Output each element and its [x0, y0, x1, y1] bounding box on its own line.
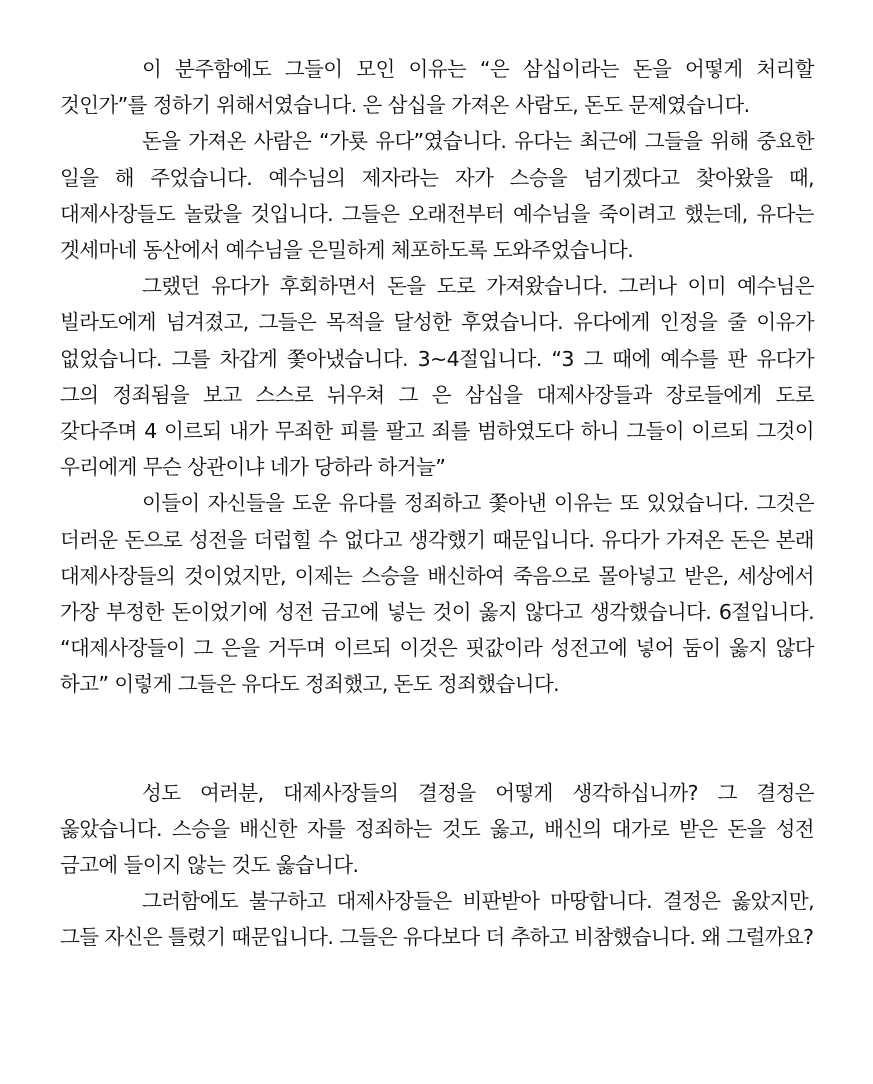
paragraph-2: 돈을 가져온 사람은 “가룟 유다”였습니다. 유다는 최근에 그들을 위해 중요한 일을 해 주었습니다. 예수님의 제자라는 자가 스승을 넘기겠다고 찾아왔을 때, 대제사장들도 놀랐을 것입니다. 그들은 오래전부터 예수님을 죽이려고 했는데, 유다는 겟세마네 동산에서 예수님을 은밀하게 체포하도록 도와주었습니다.: [60, 129, 814, 263]
paragraph-1: 이 분주함에도 그들이 모인 이유는 “은 삼십이라는 돈을 어떻게 처리할 것인가”를 정하기 위해서였습니다. 은 삼십을 가져온 사람도, 돈도 문제였습니다.: [60, 57, 814, 118]
paragraph-5: 성도 여러분, 대제사장들의 결정을 어떻게 생각하십니까? 그 결정은 옳았습니다. 스승을 배신한 자를 정죄하는 것도 옳고, 배신의 대가로 받은 돈을 성전 금고에 들이지 않는 것도 옳습니다.: [60, 780, 814, 878]
section-break: [60, 703, 814, 775]
paragraph-4: 이들이 자신들을 도운 유다를 정죄하고 쫓아낸 이유는 또 있었습니다. 그것은 더러운 돈으로 성전을 더럽힐 수 없다고 생각했기 때문입니다. 유다가 가져온 돈은 본래 대제사장들의 것이었지만, 이제는 스승을 배신하여 죽음으로 몰아넣고 받은, 세상에서 가장 부정한 돈이었기에 성전 금고에 넣는 것이 옳지 않다고 생각했습니다. 6절입니다. “대제사장들이 그 은을 거두며 이르되 이것은 핏값이라 성전고에 넣어 둠이 옳지 않다 하고” 이렇게 그들은 유다도 정죄했고, 돈도 정죄했습니다.: [60, 491, 814, 697]
paragraph-6: 그러함에도 불구하고 대제사장들은 비판받아 마땅합니다. 결정은 옳았지만, 그들 자신은 틀렸기 때문입니다. 그들은 유다보다 더 추하고 비참했습니다. 왜 그럴까요?: [60, 889, 814, 950]
document-body: [60, 51, 814, 956]
paragraph-3: 그랬던 유다가 후회하면서 돈을 도로 가져왔습니다. 그러나 이미 예수님은 빌라도에게 넘겨졌고, 그들은 목적을 달성한 후였습니다. 유다에게 인정을 줄 이유가 없었습니다. 그를 차갑게 쫓아냈습니다. 3~4절입니다. “3 그 때에 예수를 판 유다가 그의 정죄됨을 보고 스스로 뉘우쳐 그 은 삼십을 대제사장들과 장로들에게 도로 갖다주며 4 이르되 내가 무죄한 피를 팔고 죄를 범하였도다 하니 그들이 이르되 그것이 우리에게 무슨 상관이냐 네가 당하라 하거늘”: [60, 274, 814, 480]
